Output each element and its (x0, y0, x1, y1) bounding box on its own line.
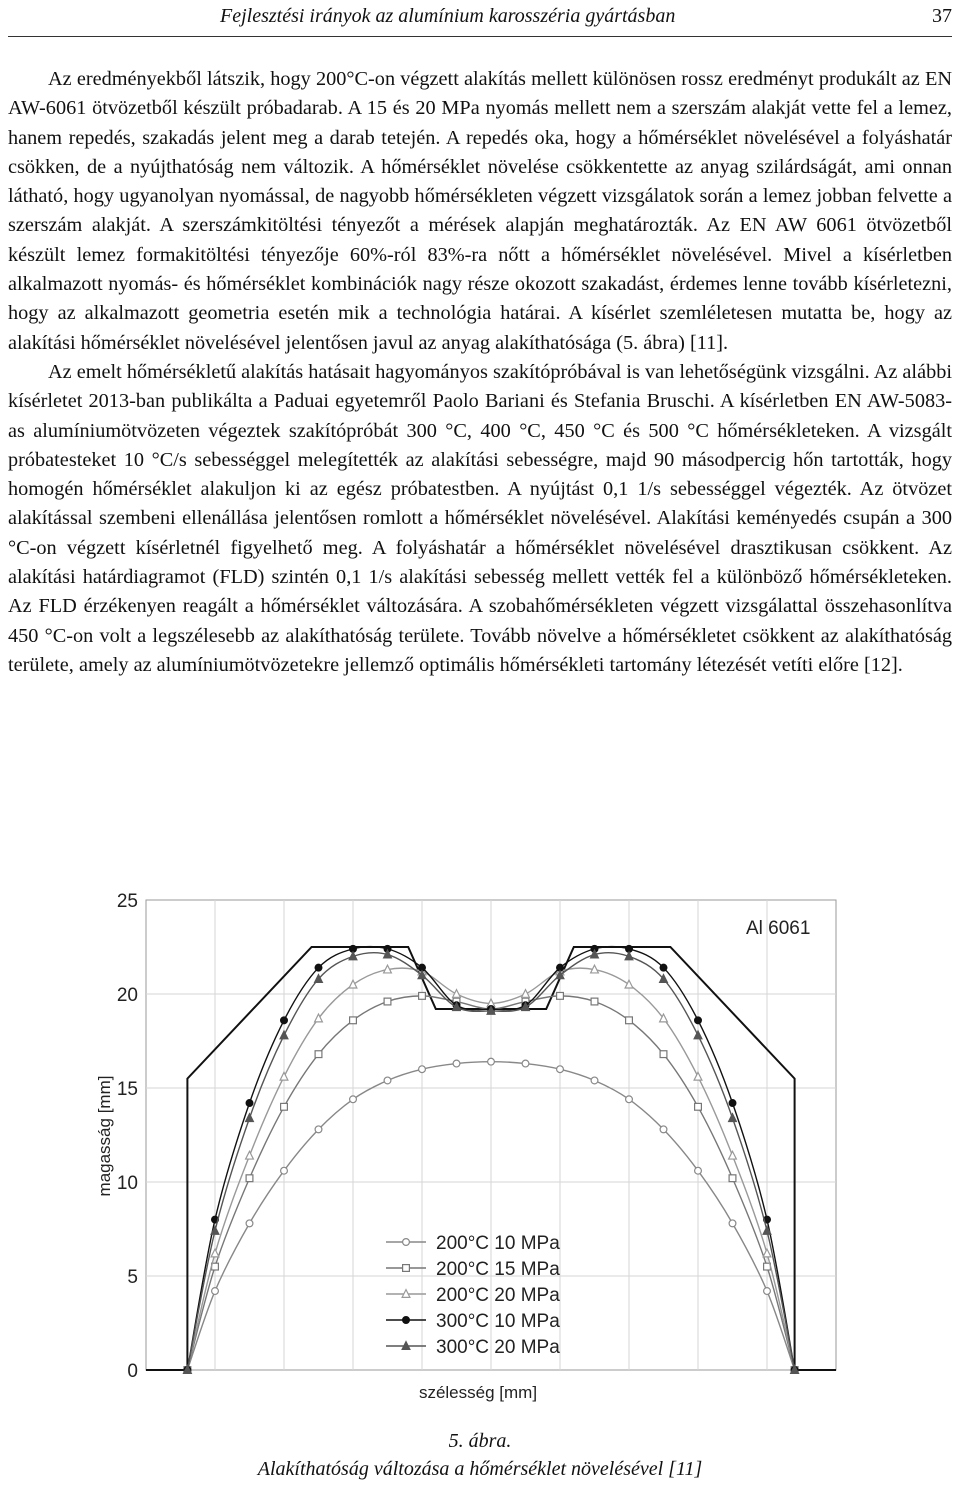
data-point (660, 964, 667, 971)
data-point (660, 1051, 667, 1058)
data-point (246, 1220, 253, 1227)
y-axis-label: magasság [mm] (95, 1075, 114, 1197)
forming-chart (86, 886, 846, 1416)
data-point (246, 1175, 253, 1182)
data-point (419, 992, 426, 999)
data-point (557, 1066, 564, 1073)
data-point (626, 1017, 633, 1024)
data-point (350, 1096, 357, 1103)
y-tick-label: 15 (116, 1079, 138, 1100)
legend-label: 200°C 20 MPa (436, 1285, 560, 1306)
legend-label: 200°C 10 MPa (436, 1233, 560, 1254)
y-tick-label: 20 (116, 985, 138, 1006)
data-point (591, 998, 598, 1005)
legend-label: 300°C 10 MPa (436, 1311, 560, 1332)
data-point (281, 1017, 288, 1024)
data-point (403, 1265, 410, 1272)
data-point (695, 1103, 702, 1110)
data-point (384, 998, 391, 1005)
data-point (403, 1317, 410, 1324)
data-point (453, 1060, 460, 1067)
legend-label: 300°C 20 MPa (436, 1337, 560, 1358)
paragraph: Az emelt hőmérsékletű alakítás hatásait hagyományos szakítópróbával is van lehetőségünk vizsgálni. Az alábbi kísérletet 2013-ban publikálta a Paduai egyetemről Paolo Bariani és Stefania Bruschi. A kísérletben EN AW-5083-as alumíniumötvözeten végeztek szakítópróbát 300 °C, 400 °C, 450 °C és 500 °C hőmérsékleteken. A vizsgált próbatesteket 10 °C/s sebességgel melegítették az alakítási sebességre, majd 90 másodpercig hőn tartották, hogy homogén hőmérséklet alakuljon ki az egész próbatestben. A nyújtást 0,1 1/s sebességgel végezték. Az ötvözet alakítással szembeni ellenállása jelentősen romlott a hőmérséklet növelésével. Alakítási keményedés csupán a 300 °C-on végzett kísérletnél figyelhető meg. A folyáshatár a hőmérséklet növelésével drasztikusan csökkent. Az alakítási határdiagramot (FLD) szintén 0,1 1/s alakítási sebesség mellett vették fel a különböző hőmérsékleteken. Az FLD érzékenyen reagált a hőmérséklet változására. A szobahőmérsékleten végzett vizsgálattal összehasonlítva 450 °C-on volt a legszélesebb az alakíthatóság területe. Tovább növelve a hőmérsékletet csökkent az alakíthatóság területe, amely az alumíniumötvözetekre jellemző optimális hőmérsékleti tartomány létezését vetíti előre [12]. (8, 360, 952, 676)
data-point (212, 1288, 219, 1295)
data-point (729, 1100, 736, 1107)
data-point (315, 1051, 322, 1058)
y-tick-labels (117, 891, 138, 1382)
data-point (488, 1058, 495, 1065)
data-point (281, 1167, 288, 1174)
figure-chart (86, 886, 846, 1416)
x-axis-label: szélesség [mm] (418, 1383, 538, 1402)
y-tick-label: 0 (127, 1361, 138, 1382)
data-point (281, 1103, 288, 1110)
data-point (315, 1126, 322, 1133)
data-point (695, 1017, 702, 1024)
data-point (764, 1288, 771, 1295)
data-point (384, 1077, 391, 1084)
running-header-title: Fejlesztési irányok az alumínium karosszéria gyártásban (220, 5, 676, 27)
data-point (315, 964, 322, 971)
legend-label: 200°C 15 MPa (436, 1259, 560, 1280)
data-point (403, 1239, 410, 1246)
figure-number: 5. ábra. (448, 1430, 512, 1452)
y-tick-label: 25 (116, 891, 138, 912)
data-point (419, 1066, 426, 1073)
y-tick-label: 5 (127, 1267, 138, 1288)
running-header (8, 0, 952, 37)
data-point (729, 1175, 736, 1182)
data-point (350, 1017, 357, 1024)
data-point (591, 1077, 598, 1084)
data-point (557, 992, 564, 999)
data-point (246, 1100, 253, 1107)
chart-title: Al 6061 (746, 918, 811, 939)
body-text (8, 65, 952, 680)
data-point (695, 1167, 702, 1174)
y-tick-label: 10 (116, 1173, 138, 1194)
figure-caption: Alakíthatóság változása a hőmérséklet növelésével [11] (257, 1458, 703, 1480)
paragraph: Az eredményekből látszik, hogy 200°C-on végzett alakítás mellett különösen rossz eredményt produkált az EN AW-6061 ötvözetből készült próbadarab. A 15 és 20 MPa nyomás mellett nem a szerszám alakját vette fel a lemez, hanem repedés, szakadás jelent meg a darab tetején. A repedés oka, hogy a hőmérséklet növelésével a folyáshatár csökken, de a nyújthatóság nem változik. A hőmérséklet növelése csökkentette az anyag szilárdságát, ami onnan látható, hogy ugyanolyan nyomással, de nagyobb hőmérsékleten végzett vizsgálatok során a lemez jobban felvette a szerszám alakját. A szerszámkitöltési tényezőt a mérések alapján meghatározták. Az EN AW 6061 ötvözetből készült lemez formakitöltési tényezője 60%-ról 83%-ra nőtt a hőmérséklet növelésével. Mivel a kísérletben alkalmazott nyomás- és hőmérséklet kombinációk nagy része okozott szakadást, érdemes lenne tovább kísérletezni, hogy az alkalmazott geometria esetén mik a technológia határai. A kísérlet szemléletesen mutatta be, hogy az alakítási hőmérséklet növelésével jelentősen javul az anyag alakíthatósága (5. ábra) [11]. (8, 68, 952, 354)
page-number: 37 (932, 5, 952, 27)
data-point (626, 1096, 633, 1103)
data-point (729, 1220, 736, 1227)
data-point (522, 1060, 529, 1067)
data-point (660, 1126, 667, 1133)
